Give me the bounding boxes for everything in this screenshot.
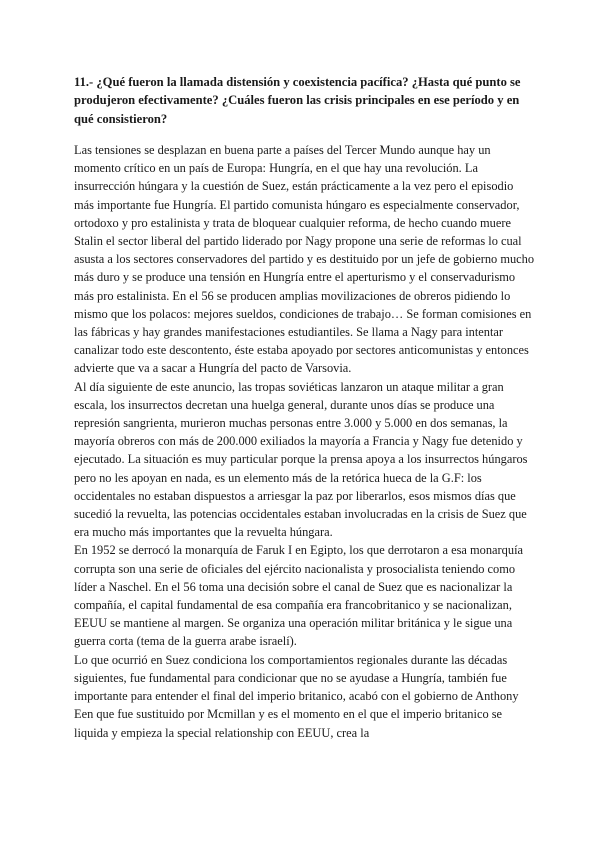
question-heading: 11.- ¿Qué fueron la llamada distensión y coexistencia pacífica? ¿Hasta qué punto se produjeron efectivamente? ¿Cuáles fueron las crisis principales en ese período y en qué consistieron? xyxy=(74,75,521,126)
paragraph: Las tensiones se desplazan en buena parte a países del Tercer Mundo aunque hay un momento crítico en un país de Europa: Hungría, en el que hay una revolución. La insurrección húngara y la cuestión de Suez, están prácticamente a la vez pero el episodio más importante fue Hungría. El partido comunista húngaro es especialmente conservador, ortodoxo y pro estalinista y trata de bloquear cualquier reforma, de hecho cuando muere Stalin el sector liberal del partido liderado por Nagy propone una serie de reformas lo cual asusta a los sectores conservadores del partido y es destituido por un jefe de gobierno mucho más duro y se produce una tensión en Hungría entre el aperturismo y el conservadurismo más pro estalinista. En el 56 se producen amplias movilizaciones de obreros pidiendo lo mismo que los polacos: mejores sueldos, condiciones de trabajo… Se forman comisiones en las fábricas y hay grandes manifestaciones estudiantiles. Se llama a Nagy para intentar canalizar todo este descontento, éste estaba apoyado por sectores anticomunistas y entonces advierte que va a sacar a Hungría del pacto de Varsovia. xyxy=(74,143,535,376)
paragraph: En 1952 se derrocó la monarquía de Faruk I en Egipto, los que derrotaron a esa monarquía corrupta son una serie de oficiales del ejército nacionalista y prosocialista teniendo como líder a Naschel. En el 56 toma una decisión sobre el canal de Suez que es nacionalizar la compañía, el capital fundamental de esa compañía era francobritanico y se nacionalizan, EEUU se mantiene al margen. Se organiza una operación militar británica y le sigue una guerra corta (tema de la guerra arabe israelí). xyxy=(74,543,524,649)
document-body xyxy=(74,141,536,742)
paragraph: Lo que ocurrió en Suez condiciona los comportamientos regionales durante las décadas siguientes, fue fundamental para condicionar que no se ayudase a Hungría, también fue importante para entender el final del imperio britanico, acabó con el gobierno de Anthony Een que fue sustituido por Mcmillan y es el momento en el que el imperio britanico se liquida y empieza la special relationship con EEUU, crea la xyxy=(74,652,519,740)
paragraph: Al día siguiente de este anuncio, las tropas soviéticas lanzaron un ataque militar a gran escala, los insurrectos decretan una huelga general, durante unos días se produce una represión sangrienta, murieron muchas personas entre 3.000 y 5.000 en dos semanas, la mayoría obreros con más de 200.000 exiliados la mayoría a Francia y Nagy fue detenido y ejecutado. La situación es muy particular porque la prensa apoya a los insurrectos húngaros pero no les apoyan en nada, es un elemento más de la retórica hueca de la G.F: los occidentales no estaban dispuestos a arriesgar la paz por liberarlos, esos mismos días que sucedió la revuelta, las potencias occidentales estaban involucradas en la crisis de Suez que era mucho más importantes que la revuelta húngara. xyxy=(74,379,528,540)
